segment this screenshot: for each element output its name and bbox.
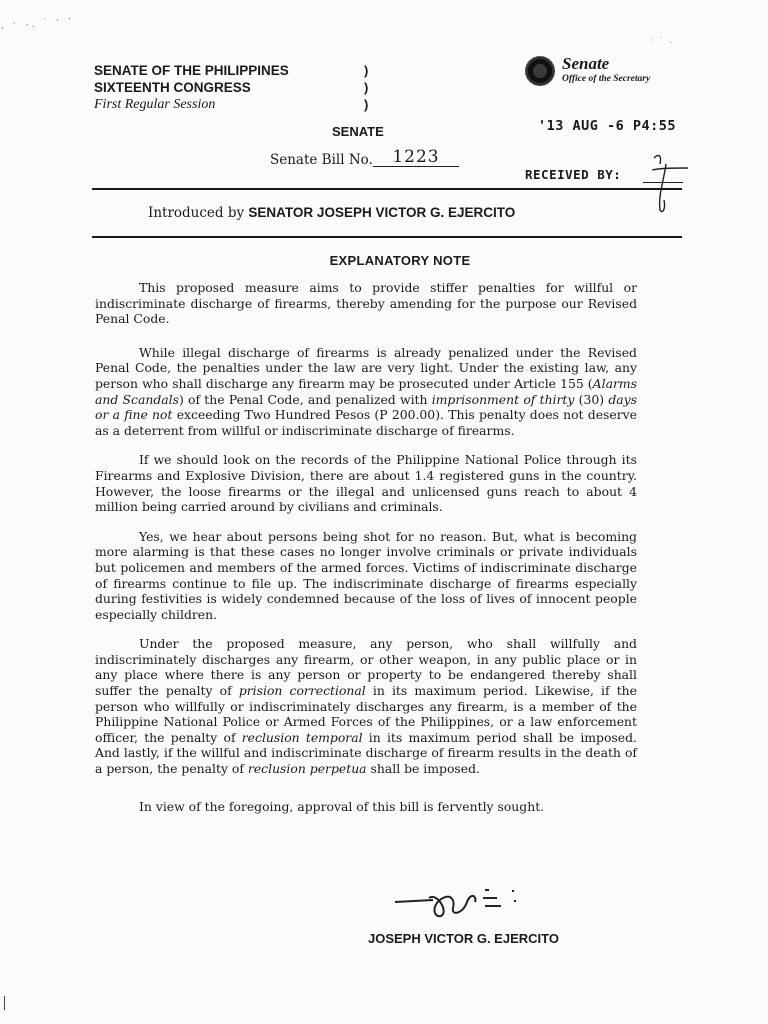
paragraph: Yes, we hear about persons being shot for no reason. But, what is becoming more alarming is that these cases no longer involve criminals or private individuals but policemen and members of the armed forces. Victims of indiscriminate discharge of firearms continue to file up. The indiscriminate discharge of firearms especially during festivities is widely condemned because of the loss of lives of innocent people especially children. bbox=[95, 528, 637, 622]
header-congress: SIXTEENTH CONGRESS bbox=[94, 80, 251, 95]
scan-artifact bbox=[4, 996, 5, 1010]
header-institution: SENATE OF THE PHILIPPINES bbox=[94, 63, 289, 78]
senate-seal-icon bbox=[525, 56, 555, 86]
explanatory-note-body bbox=[95, 280, 637, 828]
stamp-subtitle: Office of the Secretary bbox=[562, 74, 651, 84]
received-by-label: RECEIVED BY: bbox=[525, 167, 622, 182]
scan-artifact: · ˙ ·. ˙ · · bbox=[0, 14, 75, 35]
paragraph: While illegal discharge of firearms is already penalized under the Revised Penal Code, the penalties under the law are very light. Under the existing law, any person who shall discharge any firearm may be prosecuted under Article 155 (Alarms and Scandals) of the Penal Code, and penalized with imprisonment of thirty (30) days or a fine not exceeding Two Hundred Pesos (P 200.00). This penalty does not deserve as a deterrent from willful or indiscriminate discharge of firearms. bbox=[95, 344, 637, 438]
paragraph: If we should look on the records of the Philippine National Police through its Firearms and Explosive Division, there are about 1.4 registered guns in the country. However, the loose firearms or the illegal and unlicensed guns reach to about 4 million being carried around by civilians and criminals. bbox=[95, 452, 637, 515]
section-heading: EXPLANATORY NOTE bbox=[329, 253, 471, 268]
scan-artifact: · ˙ . · bbox=[650, 36, 684, 45]
senate-label: SENATE bbox=[332, 124, 384, 139]
bracket: ) bbox=[364, 97, 369, 112]
introduced-prefix: Introduced by bbox=[148, 205, 245, 221]
bill-label: Senate Bill No. bbox=[270, 152, 373, 168]
header-brackets bbox=[364, 62, 368, 113]
introduced-by-line bbox=[148, 205, 515, 221]
stamp-title: Senate bbox=[562, 54, 610, 73]
closing-paragraph: In view of the foregoing, approval of this bill is fervently sought. bbox=[139, 798, 545, 814]
bracket: ) bbox=[364, 80, 369, 95]
paragraph: This proposed measure aims to provide stiffer penalties for willful or indiscriminate discharge of firearms, thereby amending for the purpose our Revised Penal Code. bbox=[95, 280, 637, 327]
divider bbox=[92, 188, 682, 190]
signatory-name: JOSEPH VICTOR G. EJERCITO bbox=[368, 931, 559, 946]
divider bbox=[92, 236, 682, 238]
handwritten-signature-icon bbox=[393, 882, 533, 922]
received-date-stamp: '13 AUG -6 P4:55 bbox=[538, 118, 677, 134]
document-header bbox=[94, 62, 394, 113]
paragraph: Under the proposed measure, any person, who shall willfully and indiscriminately discharges any firearm, or other weapon, in any public place or in any place where there is any person or property to be endangered thereby shall suffer the penalty of prision correctional in its maximum period. Likewise, if the person who willfully or indiscriminately discharges any firearm, is a member of the Philippine National Police or Armed Forces of the Philippines, or a law enforcement officer, the penalty of reclusion temporal in its maximum period shall be imposed. And lastly, if the willful and indiscriminate discharge of firearm results in the death of a person, the penalty of reclusion perpetua shall be imposed. bbox=[95, 636, 637, 777]
bill-number: 1223 bbox=[373, 148, 459, 167]
initials-signature-icon bbox=[644, 150, 694, 215]
bracket: ) bbox=[364, 63, 369, 78]
header-session: First Regular Session bbox=[94, 97, 216, 112]
introduced-author: SENATOR JOSEPH VICTOR G. EJERCITO bbox=[248, 205, 516, 220]
